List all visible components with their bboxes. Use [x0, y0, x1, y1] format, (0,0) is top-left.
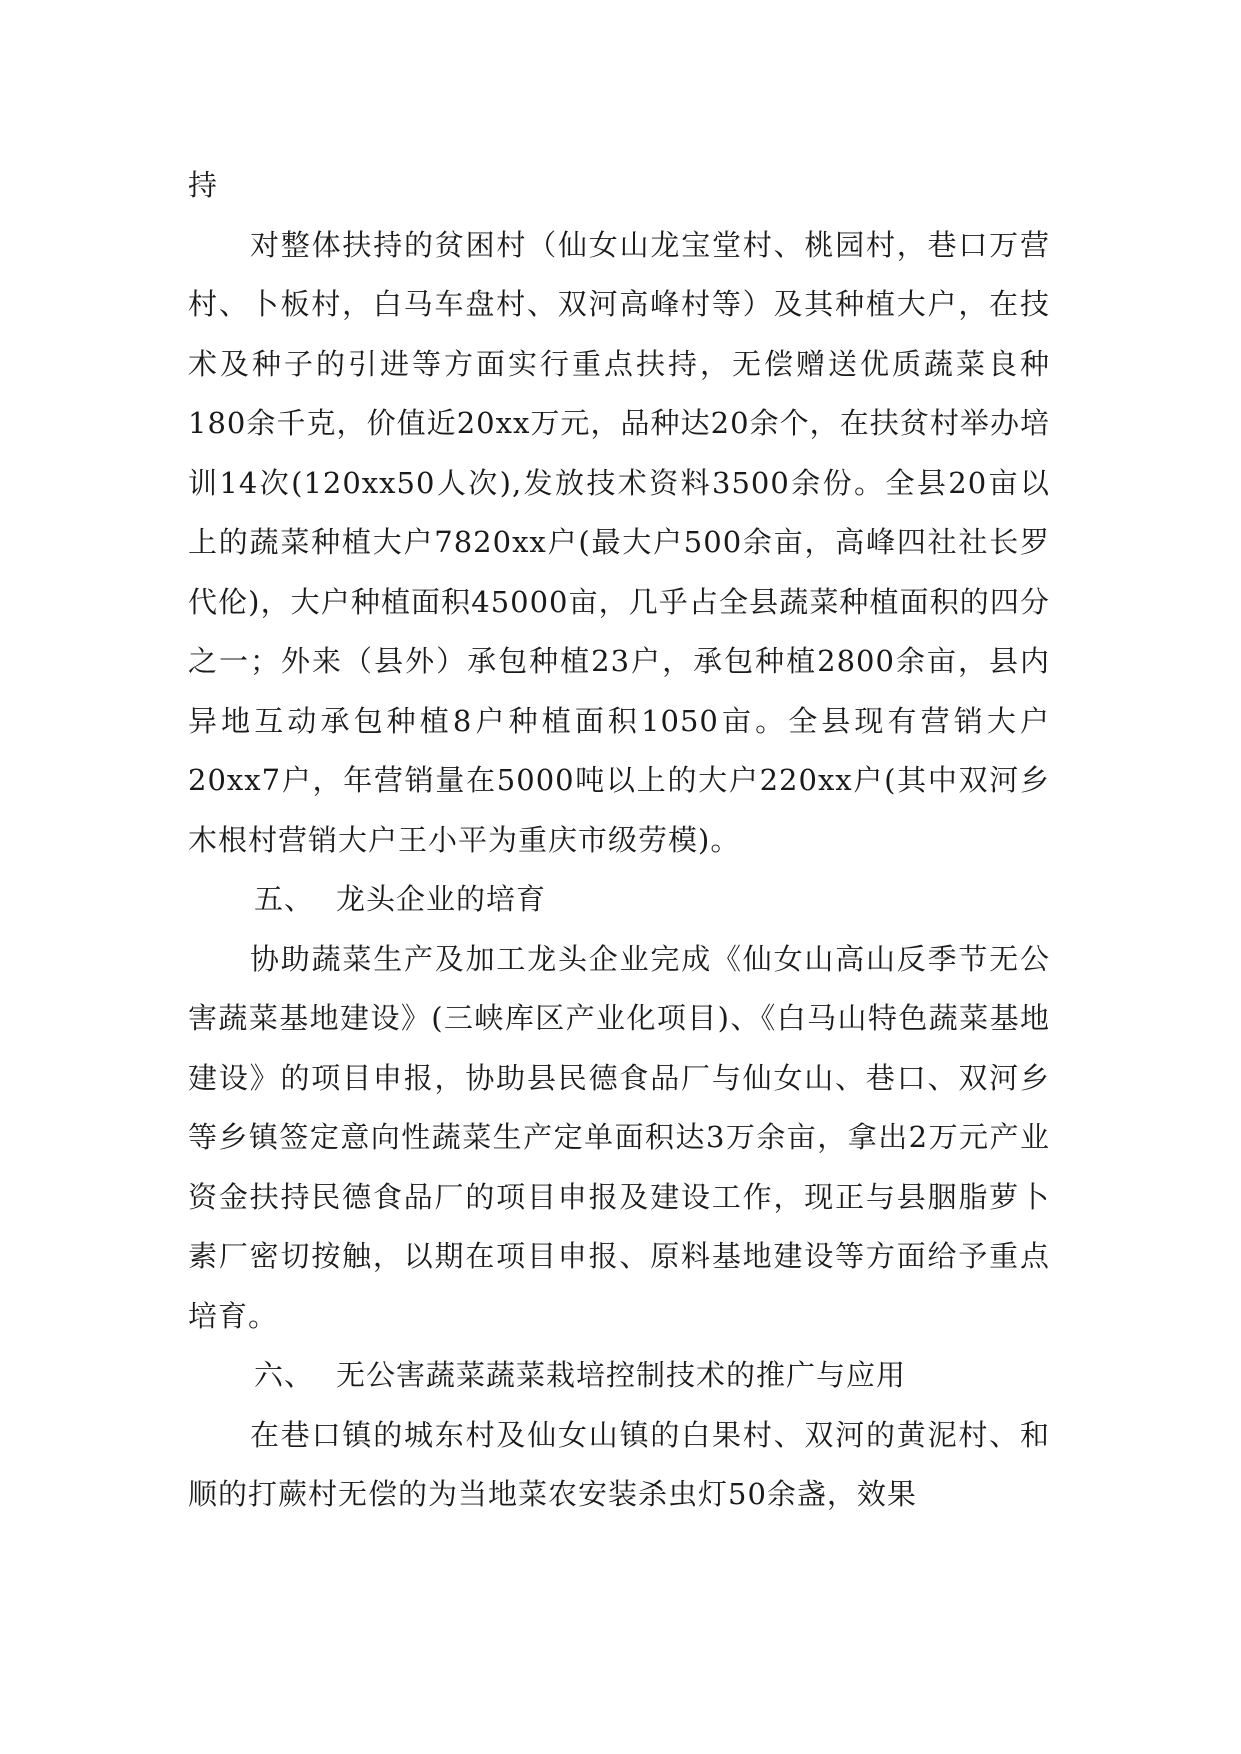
section-heading-6 [188, 1346, 1050, 1406]
section-heading-5 [188, 870, 1050, 930]
poverty-village-support-paragraph: 对整体扶持的贫困村（仙女山龙宝堂村、桃园村，巷口万营村、卜板村，白马车盘村、双河高峰村等）及其种植大户，在技术及种子的引进等方面实行重点扶持，无偿赠送优质蔬菜良种180余千克，价值近20xx万元，品种达20余个，在扶贫村举办培训14次(120xx50人次),发放技术资料3500余份。全县20亩以上的蔬菜种植大户7820xx户(最大户500余亩，高峰四社社长罗代伦)，大户种植面积45000亩，几乎占全县蔬菜种植面积的四分之一；外来（县外）承包种植23户，承包种植2800余亩，县内异地互动承包种植8户种植面积1050亩。全县现有营销大户 20xx7户，年营销量在5000吨以上的大户220xx户(其中双河乡木根村营销大户王小平为重庆市级劳模)。 [188, 227, 1050, 857]
pest-control-paragraph: 在巷口镇的城东村及仙女山镇的白果村、双河的黄泥村、和顺的打蕨村无偿的为当地菜农安装杀虫灯50余盏，效果 [188, 1417, 1050, 1511]
section-title: 龙头企业的培育 [336, 882, 547, 916]
section-number: 五、 [254, 882, 315, 916]
continued-text-fragment: 持 [188, 168, 219, 202]
section-number: 六、 [254, 1358, 315, 1392]
document-body [188, 156, 1050, 1525]
leading-enterprise-paragraph: 协助蔬菜生产及加工龙头企业完成《仙女山高山反季节无公害蔬菜基地建设》(三峡库区产业化项目)、《白马山特色蔬菜基地建设》的项目申报，协助县民德食品厂与仙女山、巷口、双河乡等乡镇签定意向性蔬菜生产定单面积达3万余亩，拿出2万元产业资金扶持民德食品厂的项目申报及建设工作，现正与县胭脂萝卜素厂密切按触，以期在项目申报、原料基地建设等方面给予重点培育。 [188, 941, 1050, 1333]
section-title: 无公害蔬菜蔬菜栽培控制技术的推广与应用 [336, 1358, 907, 1392]
